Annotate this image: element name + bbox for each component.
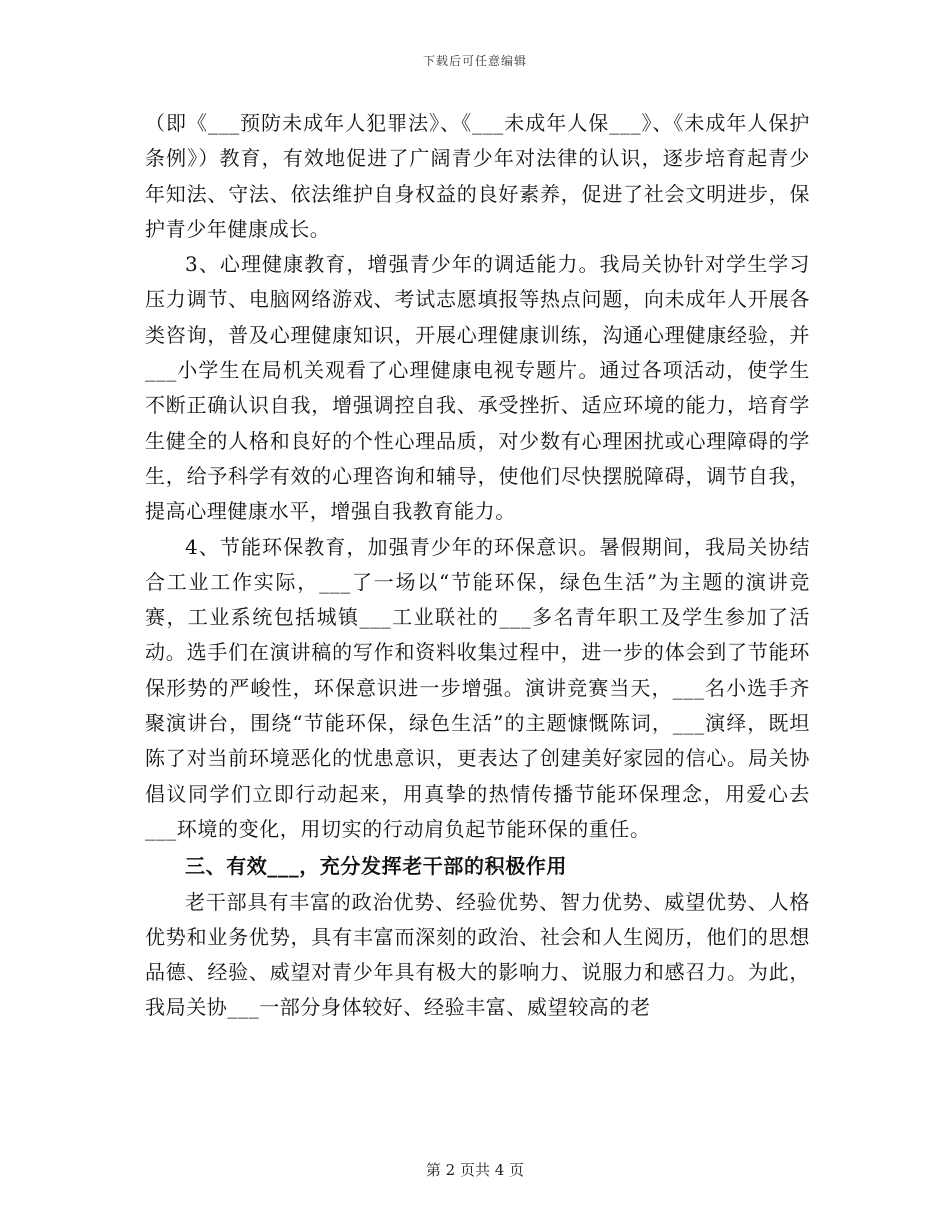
document-body	[145, 106, 810, 1026]
paragraph-environmental-education: 4、节能环保教育，加强青少年的环保意识。暑假期间，我局关协结合工业工作实际，___了一场以“节能环保，绿色生活”为主题的演讲竞赛，工业系统包括城镇___工业联社的___多名青年职工及学生参加了活动。选手们在演讲稿的写作和资料收集过程中，进一步的体会到了节能环保形势的严峻性，环保意识进一步增强。演讲竞赛当天，___名小选手齐聚演讲台，围绕“节能环保，绿色生活”的主题慷慨陈词，___演绎，既坦陈了对当前环境恶化的忧患意识，更表达了创建美好家园的信心。局关协倡议同学们立即行动起来，用真挚的热情传播节能环保理念，用爱心去___环境的变化，用切实的行动肩负起节能环保的重任。	[145, 534, 810, 841]
paragraph-veteran-cadres-advantages: 老干部具有丰富的政治优势、经验优势、智力优势、威望优势、人格优势和业务优势，具有丰富而深刻的政治、社会和人生阅历，他们的思想品德、经验、威望对青少年具有极大的影响力、说服力和感召力。为此，我局关协___一部分身体较好、经验丰富、威望较高的老	[145, 889, 810, 1020]
page-header-note: 下载后可任意编辑	[422, 54, 527, 68]
section-heading-veteran-cadres: 三、有效___，充分发挥老干部的积极作用	[185, 854, 567, 879]
page-footer-page-number: 第 2 页共 4 页	[425, 1161, 525, 1179]
paragraph-mental-health-education: 3、心理健康教育，增强青少年的调适能力。我局关协针对学生学习压力调节、电脑网络游戏、考试志愿填报等热点问题，向未成年人开展各类咨询，普及心理健康知识，开展心理健康训练，沟通心理健康经验，并___小学生在局机关观看了心理健康电视专题片。通过各项活动，使学生不断正确认识自我，增强调控自我、承受挫折、适应环境的能力，培育学生健全的人格和良好的个性心理品质，对少数有心理困扰或心理障碍的学生，给予科学有效的心理咨询和辅导，使他们尽快摆脱障碍，调节自我，提高心理健康水平，增强自我教育能力。	[145, 252, 810, 524]
paragraph-law-education-continued: （即《___预防未成年人犯罪法》、《___未成年人保___》、《未成年人保护条例》）教育，有效地促进了广阔青少年对法律的认识，逐步培育起青少年知法、守法、依法维护自身权益的良好素养，促进了社会文明进步，保护青少年健康成长。	[145, 111, 810, 241]
